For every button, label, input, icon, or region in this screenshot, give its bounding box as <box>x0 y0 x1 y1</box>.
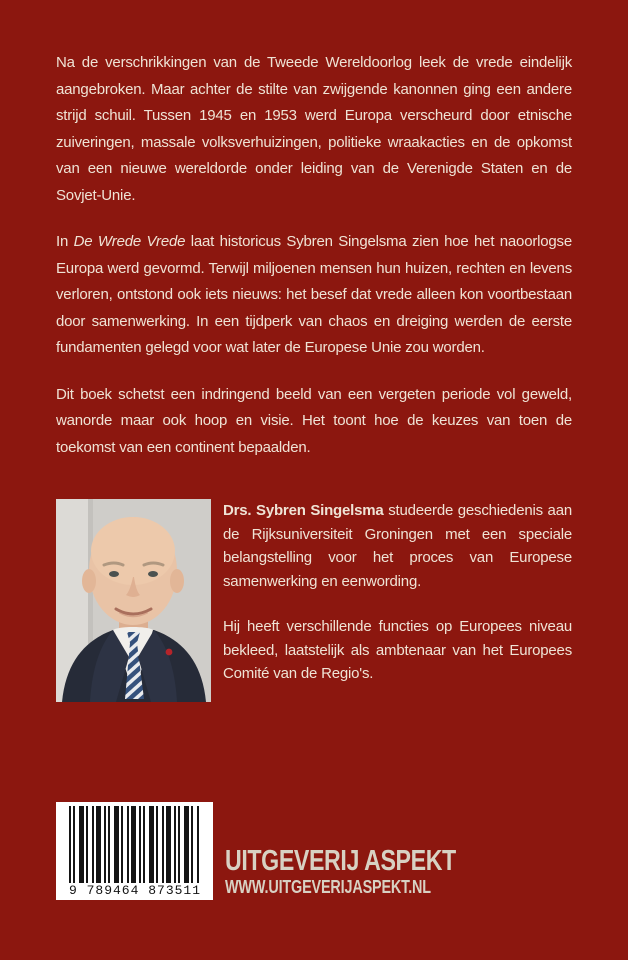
synopsis-paragraph-1: Na de verschrikkingen van de Tweede Wereldoorlog leek de vrede eindelijk aangebroken. Maar achter de stilte van zwijgende kanonnen ging een andere strijd schuil. Tussen 1945 en 1953 werd Europa verscheurd door etnische zuiveringen, massale volksverhuizingen, politieke wraakacties en de opkomst van een nieuwe wereldorde onder leiding van de Verenigde Staten en de Sovjet-Unie. <box>56 54 572 204</box>
synopsis <box>56 50 572 481</box>
publisher-website: WWW.UITGEVERIJASPEKT.NL <box>225 877 431 897</box>
synopsis-paragraph-2 <box>56 229 572 362</box>
barcode-isbn-number: 9 789464 873511 <box>69 883 202 898</box>
author-bio-paragraph-1 <box>223 499 572 593</box>
author-bio-1-text: studeerde geschiedenis aan de Rijksuniversiteit Groningen met een speciale belangstelling voor het proces van Europese samenwerking en eenwording. <box>223 502 572 590</box>
publisher-block <box>225 846 514 900</box>
author-bio <box>223 499 572 708</box>
book-title-italic: De Wrede Vrede <box>73 233 186 250</box>
author-bio-paragraph-2: Hij heeft verschillende functies op Europees niveau bekleed, laatstelijk als ambtenaar van het Europees Comité van de Regio's. <box>223 618 572 682</box>
author-portrait-illustration <box>56 499 211 702</box>
author-name: Drs. Sybren Singelsma <box>223 502 384 519</box>
paragraph2-prefix: In <box>56 233 74 250</box>
synopsis-paragraph-3: Dit boek schetst een indringend beeld van een vergeten periode vol geweld, wanorde maar ook hoop en visie. Het toont hoe de keuzes van toen de toekomst van een continent bepaalden. <box>56 385 572 456</box>
barcode <box>56 802 213 900</box>
lapel-pin <box>166 649 173 656</box>
paragraph2-rest: laat historicus Sybren Singelsma zien hoe het naoorlogse Europa werd gevormd. Terwijl miljoenen mensen hun huizen, rechten en levens verloren, ontstond ook iets nieuws: het besef dat vrede alleen kon voortbestaan door samenwerking. In een tijdperk van chaos en dreiging werden de eerste fundamenten gelegd voor wat later de Europese Unie zou worden. <box>56 233 572 356</box>
barcode-bars-icon <box>69 806 200 883</box>
footer <box>56 802 514 900</box>
author-section <box>56 499 572 708</box>
publisher-name: UITGEVERIJ ASPEKT <box>225 845 456 877</box>
author-photo <box>56 499 211 702</box>
